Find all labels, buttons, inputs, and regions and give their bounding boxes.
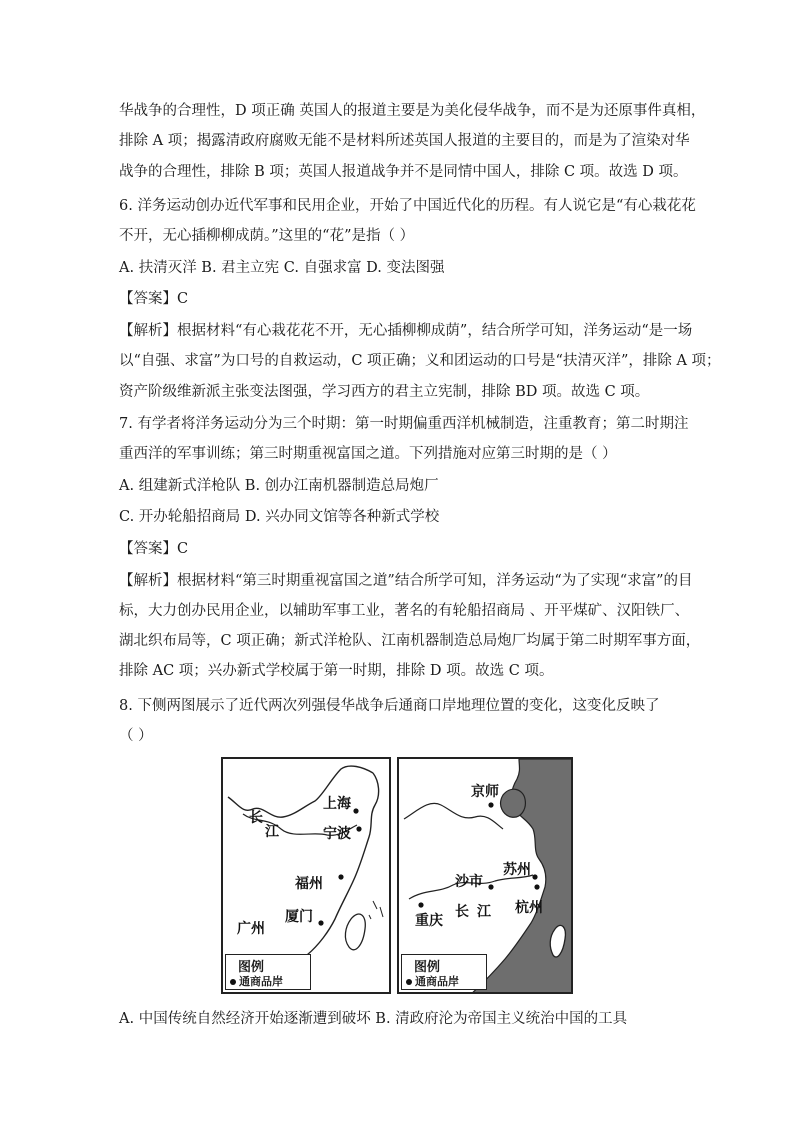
- legend-title: 图例: [238, 960, 265, 975]
- question-8-options: A. 中国传统自然经济开始逐渐遭到破坏 B. 清政府沦为帝国主义统治中国的工具: [119, 1011, 628, 1027]
- question-7-options: C. 开办轮船招商局 D. 兴办同文馆等各种新式学校: [119, 509, 440, 525]
- question-6-options: A. 扶清灭洋 B. 君主立宪 C. 自强求富 D. 变法图强: [119, 260, 445, 276]
- question-8-stem: 8. 下侧两图展示了近代两次列强侵华战争后通商口岸地理位置的变化，这变化反映了: [119, 698, 660, 714]
- map-left: [221, 757, 391, 994]
- legend-title: 图例: [414, 960, 441, 975]
- legend-item: [406, 973, 459, 989]
- analysis-text: 【解析】根据材料“第三时期重视富国之道”结合所学可知，洋务运动“为了实现“求富”的目: [119, 573, 693, 589]
- analysis-text: 排除 AC 项；兴办新式学校属于第一时期，排除 D 项。故选 C 项。: [119, 663, 554, 679]
- question-8-stem: （ ）: [119, 728, 153, 744]
- legend-item: [230, 973, 283, 989]
- map-label: 广州: [237, 921, 265, 937]
- analysis-text: 资产阶级维新派主张变法图强，学习西方的君主立宪制，排除 BD 项。故选 C 项。: [119, 384, 650, 400]
- analysis-text: 【解析】根据材料“有心栽花花不开，无心插柳柳成荫”，结合所学可知，洋务运动“是一场: [119, 323, 693, 339]
- map-legend: [401, 954, 487, 990]
- map-label: 福州: [295, 876, 323, 892]
- text-line: 排除 A 项；揭露清政府腐败无能不是材料所述英国人报道的主要目的，而是为了渲染对华: [119, 133, 690, 149]
- map-label: 江: [477, 904, 491, 920]
- map-label: 重庆: [415, 913, 443, 929]
- question-7-stem: 7. 有学者将洋务运动分为三个时期：第一时期偏重西洋机械制造，注重教育；第二时期注: [119, 416, 689, 432]
- legend-item-label: 通商品岸: [239, 975, 283, 988]
- answer-label: 【答案】C: [119, 291, 189, 307]
- map-label: 上海: [323, 796, 351, 812]
- map-label: 长: [249, 810, 263, 826]
- legend-item-label: 通商品岸: [415, 975, 459, 988]
- maps-figure: [221, 757, 573, 994]
- map-label: 沙市: [455, 874, 483, 890]
- map-label: 江: [265, 824, 279, 840]
- analysis-text: 标，大力创办民用企业，以辅助军事工业，著名的有轮船招商局 、开平煤矿、汉阳铁厂、: [119, 603, 690, 619]
- question-6-stem: 6. 洋务运动创办近代军事和民用企业，开始了中国近代化的历程。有人说它是“有心栽花花: [119, 198, 696, 214]
- map-label: 宁波: [323, 826, 351, 842]
- question-7-options: A. 组建新式洋枪队 B. 创办江南机器制造总局炮厂: [119, 478, 439, 494]
- map-label: 杭州: [515, 900, 543, 916]
- analysis-text: 以“自强、求富”为口号的自救运动，C 项正确；义和团运动的口号是“扶清灭洋”，排除 A 项；: [119, 353, 721, 369]
- port-dot-icon: [406, 979, 412, 985]
- port-dot-icon: [230, 979, 236, 985]
- map-right: [397, 757, 573, 994]
- text-line: 华战争的合理性，D 项正确 英国人的报道主要是为美化侵华战争，而不是为还原事件真相，: [119, 103, 706, 119]
- map-label: 厦门: [285, 909, 313, 925]
- analysis-text: 湖北织布局等，C 项正确；新式洋枪队、江南机器制造总局炮厂均属于第二时期军事方面，: [119, 633, 701, 649]
- question-6-stem: 不开，无心插柳柳成荫。”这里的“花”是指（ ）: [119, 228, 415, 244]
- question-7-stem: 重西洋的军事训练；第三时期重视富国之道。下列措施对应第三时期的是（ ）: [119, 446, 617, 462]
- map-legend: [225, 954, 311, 990]
- map-label: 京师: [471, 784, 499, 800]
- map-label: 长: [455, 904, 469, 920]
- map-label: 苏州: [503, 862, 531, 878]
- text-line: 战争的合理性，排除 B 项；英国人报道战争并不是同情中国人，排除 C 项。故选 D 项。: [119, 164, 688, 180]
- answer-label: 【答案】C: [119, 541, 189, 557]
